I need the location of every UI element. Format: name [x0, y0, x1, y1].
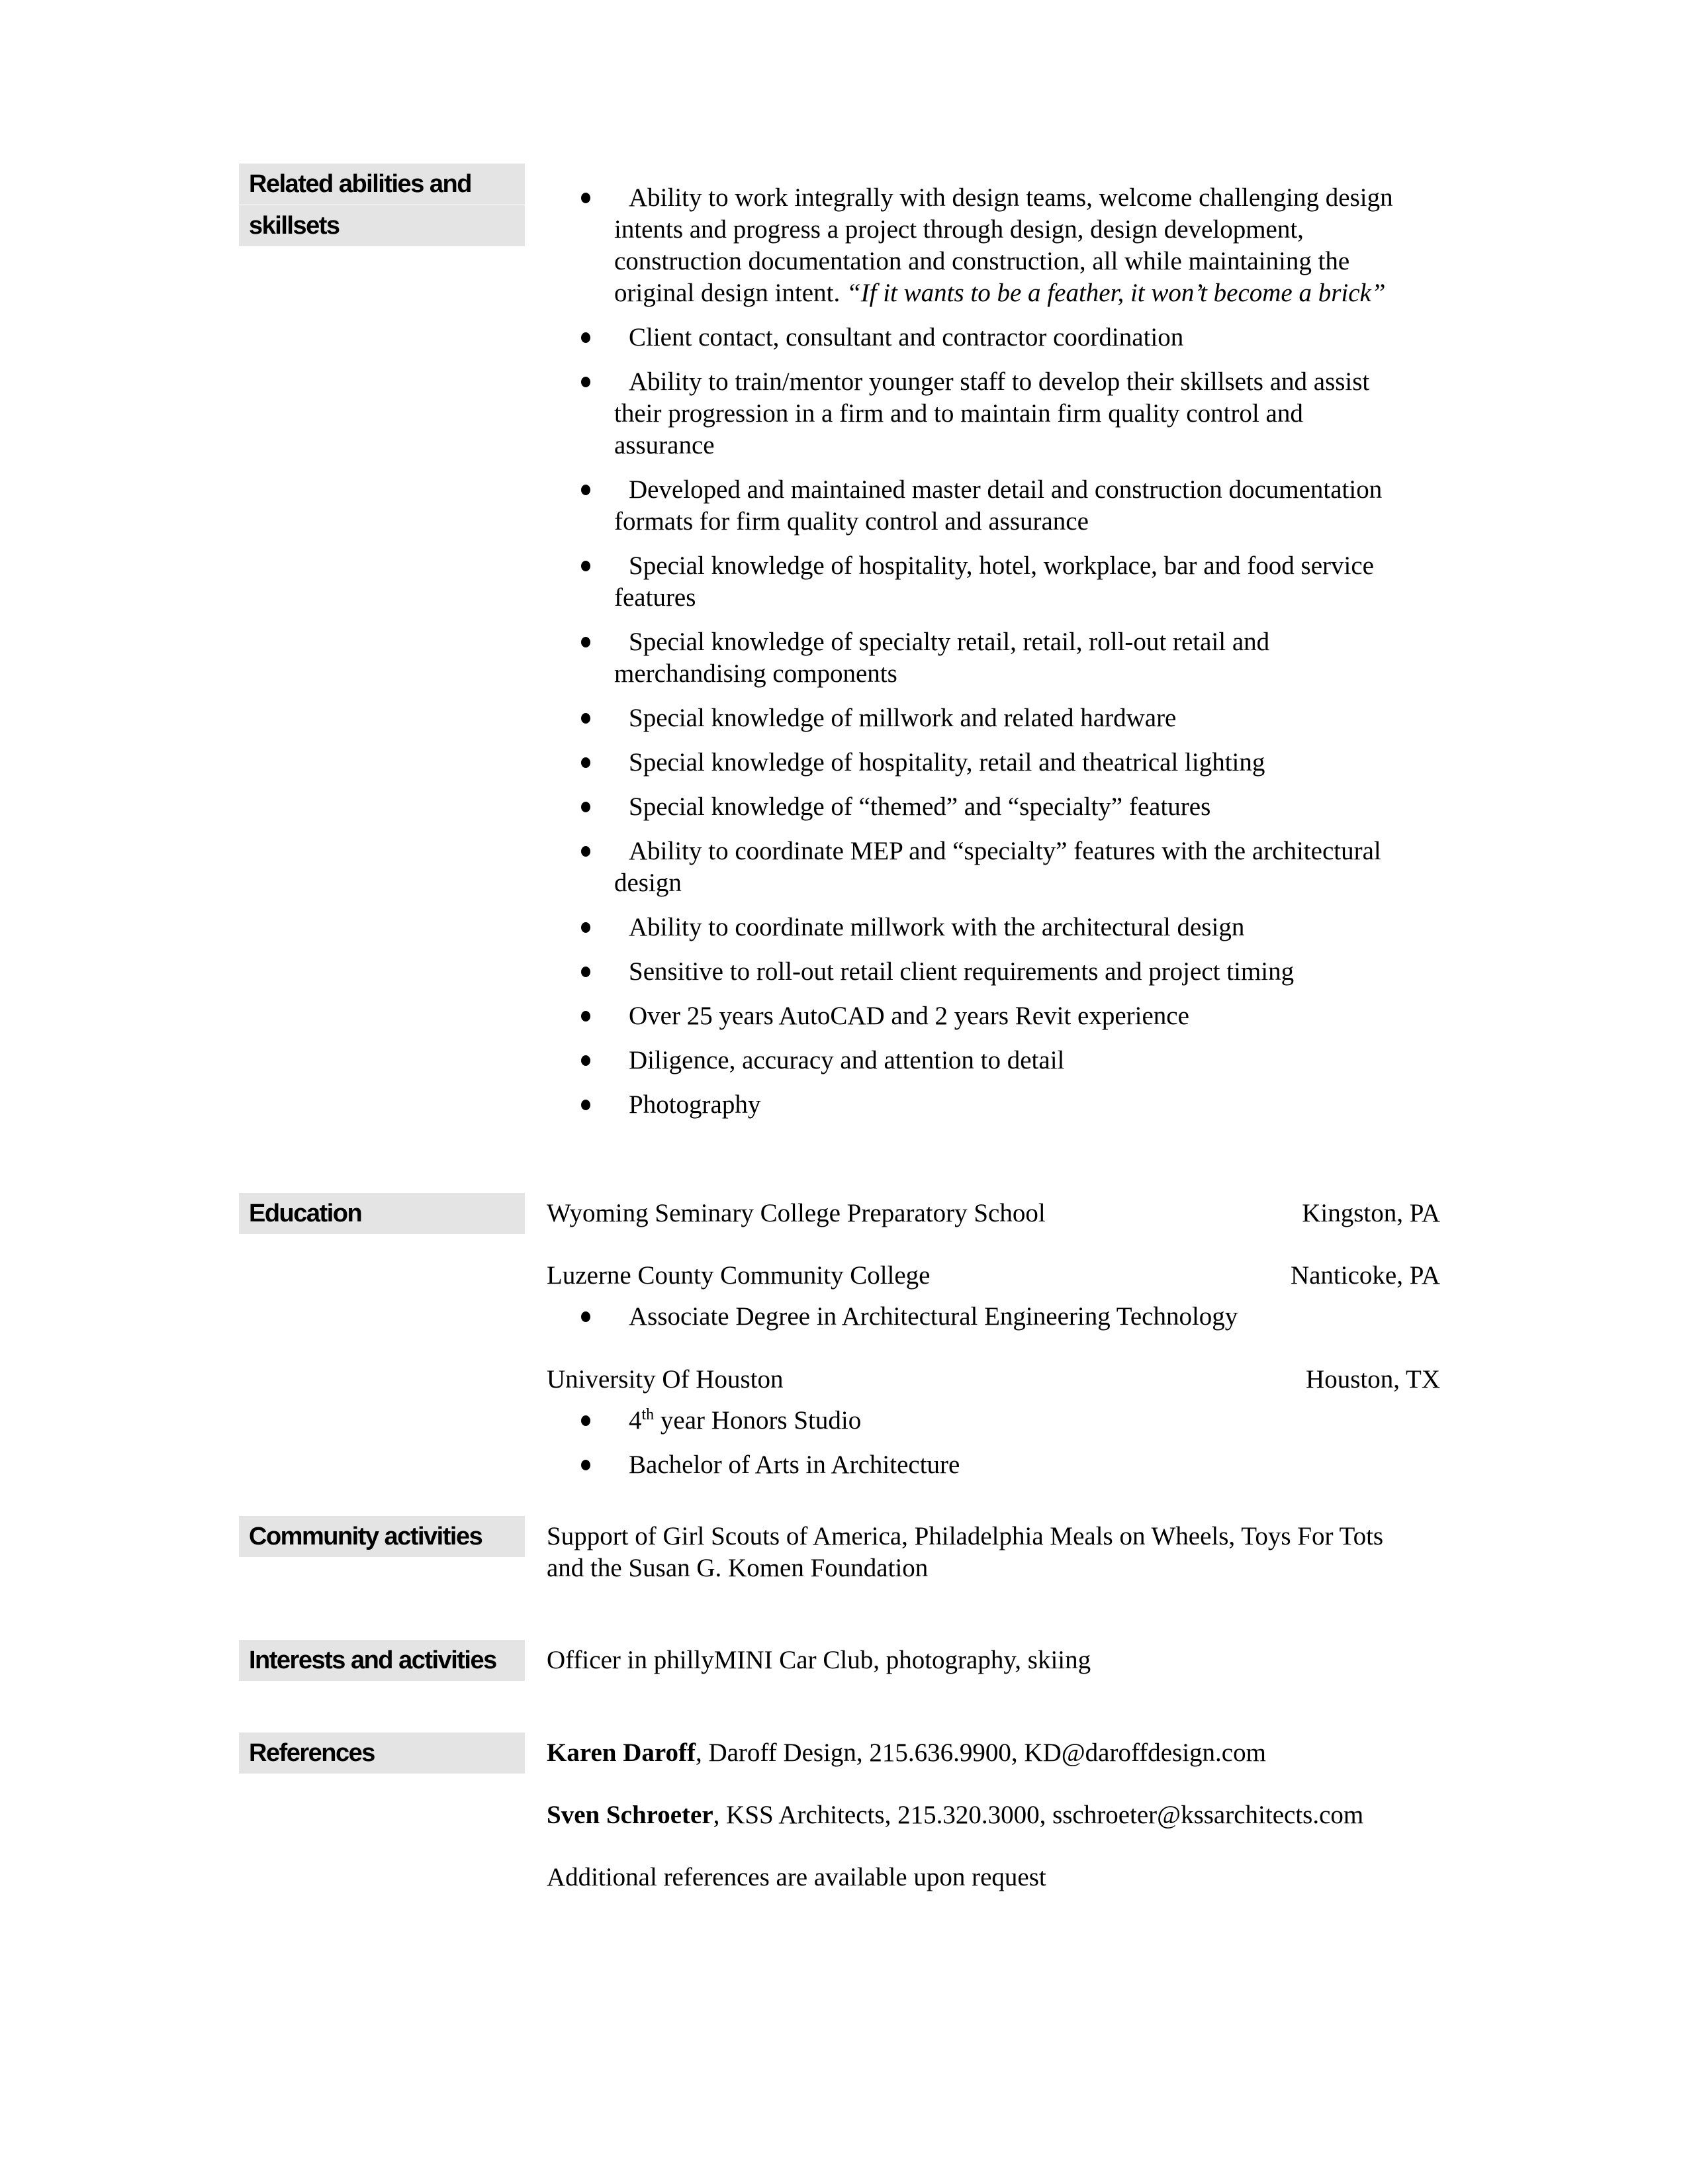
- section-label-interests: Interests and activities: [239, 1640, 525, 1681]
- bullet-icon: [581, 1460, 590, 1470]
- section-label-community: Community activities: [239, 1516, 525, 1557]
- education-details: [581, 1405, 1402, 1494]
- references-note: Additional references are available upon request: [547, 1863, 1046, 1891]
- school-name: Luzerne County Community College: [547, 1261, 931, 1290]
- education-entry: [547, 1364, 1440, 1396]
- skill-item: Special knowledge of hospitality, retail and theatrical lighting: [581, 747, 1402, 779]
- bullet-icon: [581, 757, 590, 768]
- bullet-icon: [581, 713, 590, 724]
- education-entry: [547, 1198, 1440, 1229]
- skill-item: Ability to coordinate MEP and “specialty” features with the architectural design: [581, 835, 1402, 899]
- section-label-references: References: [239, 1733, 525, 1774]
- bullet-icon: [581, 846, 590, 857]
- school-location: Kingston, PA: [1302, 1199, 1440, 1227]
- reference-details: , Daroff Design, 215.636.9900, KD@daroffdesign.com: [695, 1738, 1266, 1767]
- bullet-icon: [581, 377, 590, 387]
- education-detail: 4th year Honors Studio: [581, 1405, 1402, 1437]
- education-detail: Bachelor of Arts in Architecture: [581, 1449, 1402, 1481]
- bullet-icon: [581, 1311, 590, 1322]
- section-label-education: Education: [239, 1193, 525, 1234]
- education-detail: Associate Degree in Architectural Engineering Technology: [581, 1301, 1402, 1333]
- skill-item: Special knowledge of specialty retail, retail, roll-out retail and merchandising components: [581, 626, 1402, 690]
- bullet-icon: [581, 561, 590, 571]
- school-location: Nanticoke, PA: [1290, 1261, 1440, 1290]
- school-name: Wyoming Seminary College Preparatory School: [547, 1199, 1046, 1227]
- education-entry: [547, 1260, 1440, 1292]
- community-text: Support of Girl Scouts of America, Philadelphia Meals on Wheels, Toys For Tots and the Susan G. Komen Foundation: [547, 1522, 1384, 1582]
- bullet-icon: [581, 193, 590, 203]
- design-quote: “If it wants to be a feather, it won’t become a brick”: [846, 279, 1386, 307]
- bullet-icon: [581, 922, 590, 933]
- bullet-icon: [581, 485, 590, 495]
- school-name: University Of Houston: [547, 1365, 784, 1394]
- section-label-skills-line2: skillsets: [239, 205, 525, 246]
- reference-name: Karen Daroff: [547, 1738, 696, 1767]
- reference-entry: [547, 1737, 1407, 1769]
- skill-item: Diligence, accuracy and attention to detail: [581, 1045, 1402, 1076]
- skill-item: Developed and maintained master detail and construction documentation formats for firm quality control and assurance: [581, 474, 1402, 538]
- school-location: Houston, TX: [1306, 1365, 1440, 1394]
- skill-item: Special knowledge of “themed” and “specialty” features: [581, 791, 1402, 823]
- skill-item: Photography: [581, 1089, 1402, 1121]
- skill-item: Special knowledge of millwork and related hardware: [581, 702, 1402, 734]
- reference-entry: [547, 1799, 1407, 1831]
- skill-item: Ability to train/mentor younger staff to develop their skillsets and assist their progression in a firm and to maintain firm quality control and assurance: [581, 366, 1402, 461]
- bullet-icon: [581, 637, 590, 647]
- skill-item: Ability to work integrally with design teams, welcome challenging design intents and progress a project through design, design development, construction documentation and construction, all while maintaining the original design intent. “If it wants to be a feather, it won’t become a brick”: [581, 182, 1402, 309]
- section-label-skills-line1: Related abilities and: [239, 164, 525, 205]
- skill-item: Ability to coordinate millwork with the architectural design: [581, 912, 1402, 943]
- skills-list: [581, 182, 1402, 1133]
- bullet-icon: [581, 1100, 590, 1110]
- bullet-icon: [581, 1011, 590, 1021]
- bullet-icon: [581, 802, 590, 812]
- bullet-icon: [581, 1415, 590, 1426]
- reference-name: Sven Schroeter: [547, 1801, 713, 1829]
- reference-details: , KSS Architects, 215.320.3000, sschroeter@kssarchitects.com: [713, 1801, 1364, 1829]
- bullet-icon: [581, 967, 590, 977]
- skill-item: Sensitive to roll-out retail client requirements and project timing: [581, 956, 1402, 988]
- skill-item: Special knowledge of hospitality, hotel, workplace, bar and food service features: [581, 550, 1402, 614]
- interests-text: Officer in phillyMINI Car Club, photography, skiing: [547, 1646, 1091, 1674]
- education-details: [581, 1301, 1402, 1345]
- skill-item: Client contact, consultant and contractor coordination: [581, 322, 1402, 354]
- bullet-icon: [581, 332, 590, 343]
- skill-item: Over 25 years AutoCAD and 2 years Revit experience: [581, 1000, 1402, 1032]
- bullet-icon: [581, 1055, 590, 1066]
